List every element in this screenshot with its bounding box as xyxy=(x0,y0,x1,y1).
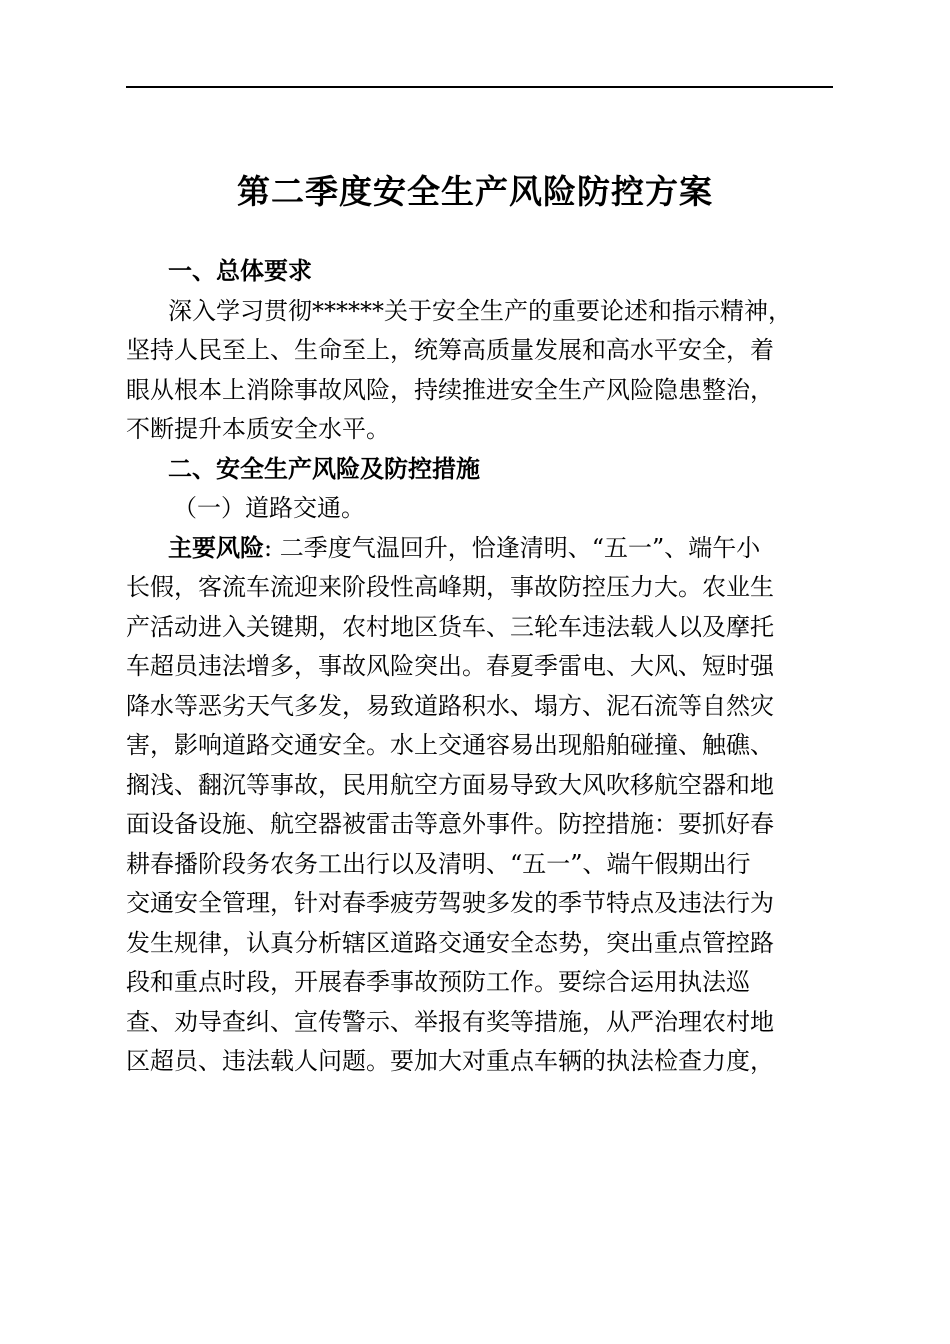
paragraph-line: 产活动进入关键期，农村地区货车、三轮车违法载人以及摩托 xyxy=(126,612,774,641)
header-rule xyxy=(126,86,833,88)
paragraph-line: 面设备设施、航空器被雷击等意外事件。防控措施：要抓好春 xyxy=(126,810,774,838)
paragraph-line: 坚持人民至上、生命至上，统筹高质量发展和高水平安全，着 xyxy=(126,336,774,364)
paragraph-line: 深入学习贯彻******关于安全生产的重要论述和指示精神， xyxy=(168,296,792,325)
paragraph-line: 发生规律，认真分析辖区道路交通安全态势，突出重点管控路 xyxy=(126,928,774,957)
section-2-heading: 二、安全生产风险及防控措施 xyxy=(168,454,480,483)
paragraph-line: 长假，客流车流迎来阶段性高峰期，事故防控压力大。农业生 xyxy=(126,573,774,601)
paragraph-line: 害，影响道路交通安全。水上交通容易出现船舶碰撞、触礁、 xyxy=(126,731,774,759)
paragraph-line: 降水等恶劣天气多发，易致道路积水、塌方、泥石流等自然灾 xyxy=(126,691,774,720)
subsection-heading: （一）道路交通。 xyxy=(173,494,365,522)
paragraph-line: 搁浅、翻沉等事故，民用航空方面易导致大风吹移航空器和地 xyxy=(126,770,774,799)
document-body xyxy=(126,252,826,1082)
paragraph-line: 段和重点时段，开展春季事故预防工作。要综合运用执法巡 xyxy=(126,968,750,996)
paragraph-line: 车超员违法增多，事故风险突出。春夏季雷电、大风、短时强 xyxy=(126,652,774,680)
paragraph-line: 查、劝导查纠、宣传警示、举报有奖等措施，从严治理农村地 xyxy=(126,1007,774,1036)
risk-label: 主要风险 xyxy=(168,533,264,562)
paragraph-line: 耕春播阶段务农务工出行以及清明、“五一”、端午假期出行 xyxy=(126,849,751,878)
section-1-heading: 一、总体要求 xyxy=(168,257,312,285)
paragraph-line: 区超员、违法载人问题。要加大对重点车辆的执法检查力度， xyxy=(126,1047,774,1075)
paragraph-line: 眼从根本上消除事故风险，持续推进安全生产风险隐患整治， xyxy=(126,375,774,404)
risk-paragraph-first-line xyxy=(126,529,826,569)
risk-text: : 二季度气温回升，恰逢清明、“五一”、端午小 xyxy=(264,533,761,562)
document-title: 第二季度安全生产风险防控方案 xyxy=(237,172,713,211)
paragraph-line: 交通安全管理，针对春季疲劳驾驶多发的季节特点及违法行为 xyxy=(126,889,774,917)
paragraph-line: 不断提升本质安全水平。 xyxy=(126,415,390,443)
